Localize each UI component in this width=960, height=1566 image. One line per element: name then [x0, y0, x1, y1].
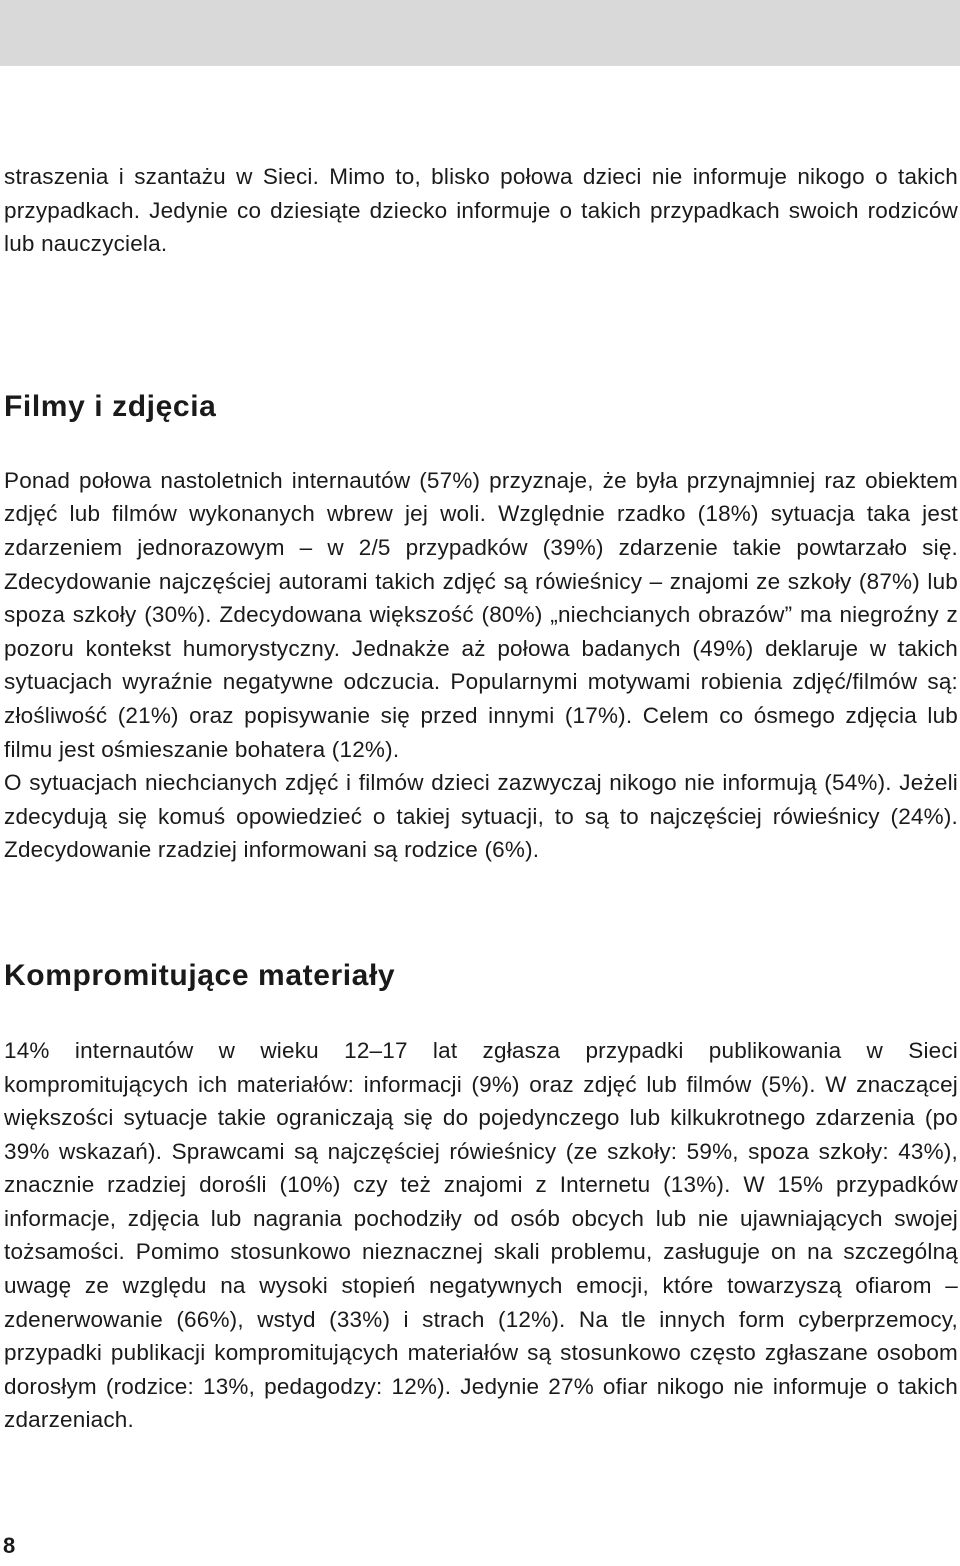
page-header-bar	[0, 0, 960, 66]
section-heading-compromising-materials: Kompromitujące materiały	[4, 958, 396, 992]
document-body	[4, 160, 958, 1437]
films-photos-paragraph-1: Ponad połowa nastoletnich internautów (57%) przyznaje, że była przynajmniej raz obiektem zdjęć lub filmów wykonanych wbrew jej woli. Względnie rzadko (18%) sytuacja taka jest zdarzeniem jednorazowym – w 2/5 przypadków (39%) zdarzenie takie powtarzało się. Zdecydowanie najczęściej autorami takich zdjęć są rówieśnicy – znajomi ze szkoły (87%) lub spoza szkoły (30%). Zdecydowana większość (80%) „niechcianych obrazów” ma niegroźny z pozoru kontekst humorystyczny. Jednakże aż połowa badanych (49%) deklaruje w takich sytuacjach wyraźnie negatywne odczucia. Popularnymi motywami robienia zdjęć/filmów są: złośliwość (21%) oraz popisywanie się przed innymi (17%). Celem co ósmego zdjęcia lub filmu jest ośmieszanie bohatera (12%).	[4, 467, 958, 762]
films-photos-paragraph-2: O sytuacjach niechcianych zdjęć i filmów dzieci zazwyczaj nikogo nie informują (54%). Jeżeli zdecydują się komuś opowiedzieć o takiej sytuacji, to są to najczęściej rówieśnicy (24%). Zdecydowanie rzadziej informowani są rodzice (6%).	[4, 770, 958, 863]
intro-paragraph: straszenia i szantażu w Sieci. Mimo to, blisko połowa dzieci nie informuje nikogo o takich przypadkach. Jedynie co dziesiąte dziecko informuje o takich przypadkach swoich rodziców lub nauczyciela.	[4, 164, 958, 257]
compromising-materials-paragraph: 14% internautów w wieku 12–17 lat zgłasza przypadki publikowania w Sieci kompromitujących ich materiałów: informacji (9%) oraz zdjęć lub filmów (5%). W znaczącej większości sytuacje takie ograniczają się do pojedynczego lub kilkukrotnego zdarzenia (po 39% wskazań). Sprawcami są najczęściej rówieśnicy (ze szkoły: 59%, spoza szkoły: 43%), znacznie rzadziej dorośli (10%) czy też znajomi z Internetu (13%). W 15% przypadków informacje, zdjęcia lub nagrania pochodziły od osób obcych lub nie ujawniających swojej tożsamości. Pomimo stosunkowo nieznacznej skali problemu, zasługuje on na szczególną uwagę ze względu na wysoki stopień negatywnych emocji, które towarzyszą ofiarom – zdenerwowanie (66%), wstyd (33%) i strach (12%). Na tle innych form cyberprzemocy, przypadki publikacji kompromitujących materiałów są stosunkowo często zgłaszane osobom dorosłym (rodzice: 13%, pedagodzy: 12%). Jedynie 27% ofiar nikogo nie informuje o takich zdarzeniach.	[4, 1037, 958, 1433]
page-number: 8	[3, 1533, 16, 1558]
section-heading-films-photos: Filmy i zdjęcia	[4, 389, 217, 423]
